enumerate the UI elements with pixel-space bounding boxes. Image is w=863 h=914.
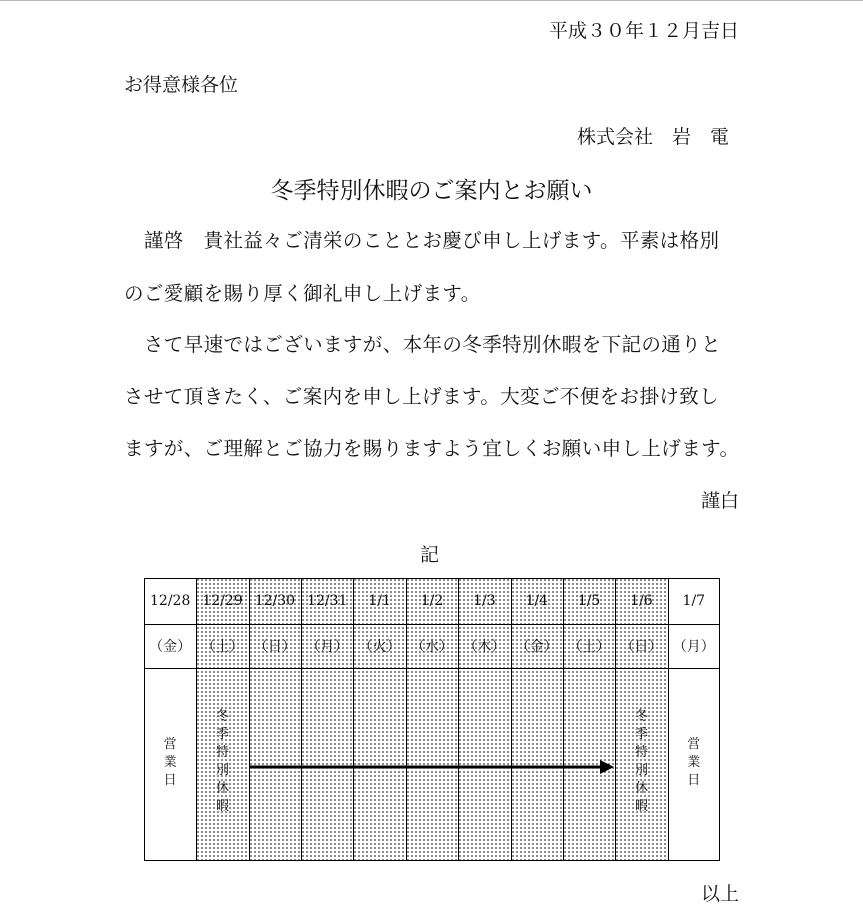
calendar-date-cell: 1/4 [525, 593, 548, 609]
calendar-date-cell: 12/31 [307, 593, 348, 609]
body-line-4: させて頂きたく、ご案内を申し上げます。大変ご不便をお掛け致し [124, 385, 720, 408]
holiday-label-char: 休 [634, 781, 648, 796]
business-day-label-char: 日 [687, 773, 701, 788]
business-day-label-char: 営 [687, 737, 701, 752]
calendar-weekday-cell: （金） [515, 639, 558, 655]
holiday-label-char: 特 [634, 745, 648, 760]
calendar-date-cell: 12/30 [254, 593, 296, 609]
holiday-range-arrow [250, 758, 618, 778]
letter-title: 冬季特別休暇のご案内とお願い [270, 178, 593, 204]
calendar-date-cell: 1/6 [630, 593, 653, 609]
letter-date: 平成３０年１２月吉日 [548, 20, 739, 42]
calendar-date-cell: 1/1 [368, 593, 391, 609]
body-line-5: ますが、ご理解とご協力を賜りますよう宜しくお願い申し上げます。 [124, 437, 740, 460]
holiday-label-char: 季 [634, 727, 648, 742]
calendar-grid [144, 578, 720, 861]
holiday-label-char: 暇 [216, 799, 230, 814]
calendar-weekday-cell: （火） [358, 639, 401, 655]
ki-heading: 記 [420, 544, 440, 566]
company-name: 株式会社 岩 電 [576, 126, 729, 148]
calendar-weekday-cell: （水） [410, 639, 453, 655]
calendar-weekday-cell: （金） [149, 639, 192, 655]
business-day-label-char: 業 [687, 755, 701, 770]
holiday-calendar-table [144, 578, 720, 861]
calendar-weekday-cell: （木） [463, 639, 506, 655]
calendar-date-cell: 1/7 [682, 593, 706, 609]
holiday-label-char: 特 [216, 745, 230, 760]
closing-kinpaku: 謹白 [700, 490, 739, 512]
calendar-weekday-cell: （土） [568, 639, 611, 655]
business-day-label-char: 営 [163, 737, 177, 752]
holiday-label-char: 別 [634, 763, 648, 778]
body-line-2: のご愛顧を賜り厚く御礼申し上げます。 [124, 282, 481, 305]
holiday-label-char: 別 [216, 763, 230, 778]
business-day-label-char: 日 [163, 773, 177, 788]
addressee: お得意様各位 [124, 74, 239, 96]
holiday-label-char: 季 [216, 727, 230, 742]
holiday-label-char: 冬 [634, 709, 648, 724]
holiday-label-char: 冬 [216, 709, 230, 724]
body-line-1: 謹啓 貴社益々ご清栄のこととお慶び申し上げます。平素は格別 [124, 229, 720, 252]
calendar-weekday-cell: （日） [620, 639, 663, 655]
holiday-label-char: 暇 [634, 799, 648, 814]
calendar-date-cell: 1/3 [473, 593, 496, 609]
top-border [0, 0, 863, 1]
calendar-date-cell: 1/2 [420, 593, 444, 609]
calendar-weekday-cell: （月） [306, 639, 349, 655]
ijo-closing: 以上 [700, 883, 739, 905]
calendar-date-cell: 12/28 [150, 593, 191, 609]
calendar-weekday-cell: （日） [253, 639, 296, 655]
calendar-weekday-cell: （土） [201, 639, 244, 655]
business-day-label-char: 業 [163, 755, 177, 770]
holiday-label-char: 休 [216, 781, 230, 796]
calendar-weekday-cell: （月） [672, 639, 715, 655]
calendar-date-cell: 12/29 [202, 593, 243, 609]
body-line-3: さて早速ではございますが、本年の冬季特別休暇を下記の通りと [124, 333, 722, 356]
calendar-date-cell: 1/5 [577, 593, 601, 609]
